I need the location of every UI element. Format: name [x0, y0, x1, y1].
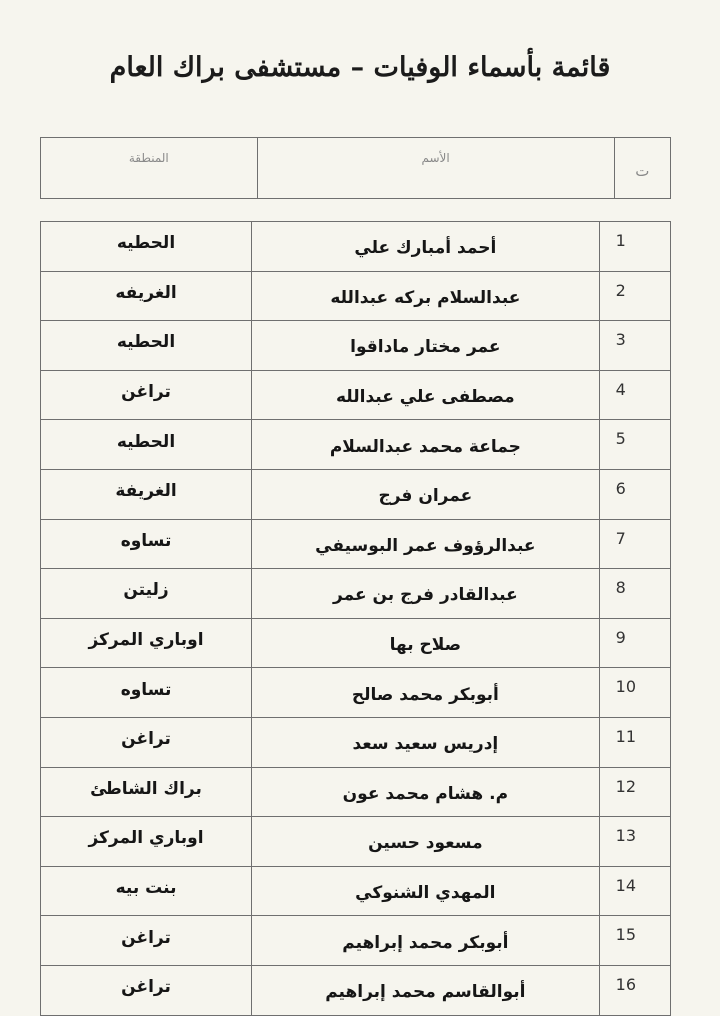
table-row: [41, 370, 671, 420]
table-row: [41, 222, 671, 272]
row-name: أبوبكر محمد صالح: [252, 668, 600, 718]
table-row: [41, 866, 671, 916]
row-name: عبدالسلام بركه عبدالله: [252, 271, 600, 321]
table-row: [41, 965, 671, 1015]
row-number: 11: [599, 717, 670, 767]
row-name: عمر مختار ماداقوا: [252, 321, 600, 371]
row-name: عبدالقادر فرج بن عمر: [252, 569, 600, 619]
row-number: 2: [599, 271, 670, 321]
table-row: [41, 569, 671, 619]
row-region: اوباري المركز: [41, 618, 252, 668]
row-number: 14: [599, 866, 670, 916]
row-number: 3: [599, 321, 670, 371]
row-region: تساوه: [41, 519, 252, 569]
row-name: مسعود حسين: [252, 817, 600, 867]
row-name: م. هشام محمد عون: [252, 767, 600, 817]
row-number: 5: [599, 420, 670, 470]
row-number: 15: [599, 916, 670, 966]
row-region: زليتن: [41, 569, 252, 619]
row-name: إدريس سعيد سعد: [252, 717, 600, 767]
table-row: [41, 321, 671, 371]
row-number: 16: [599, 965, 670, 1015]
row-region: اوباري المركز: [41, 817, 252, 867]
row-number: 8: [599, 569, 670, 619]
header-number: ت: [614, 138, 671, 199]
row-name: المهدي الشنوكي: [252, 866, 600, 916]
table-row: [41, 916, 671, 966]
header-region: المنطقة: [41, 138, 258, 199]
header-name: الأسم: [257, 138, 614, 199]
table-row: [41, 668, 671, 718]
row-region: تراغن: [41, 370, 252, 420]
row-name: أحمد أمبارك علي: [252, 222, 600, 272]
header-table: [40, 137, 671, 199]
row-region: تراغن: [41, 965, 252, 1015]
row-name: عمران فرج: [252, 469, 600, 519]
table-row: [41, 519, 671, 569]
table-row: [41, 420, 671, 470]
row-region: الغريفة: [41, 469, 252, 519]
row-region: براك الشاطئ: [41, 767, 252, 817]
table-row: [41, 767, 671, 817]
row-number: 9: [599, 618, 670, 668]
row-number: 1: [599, 222, 670, 272]
deaths-table: [40, 221, 671, 1016]
row-region: الحطيه: [41, 222, 252, 272]
row-region: الغريفه: [41, 271, 252, 321]
row-number: 13: [599, 817, 670, 867]
row-name: أبوالقاسم محمد إبراهيم: [252, 965, 600, 1015]
table-row: [41, 618, 671, 668]
row-region: الحطيه: [41, 321, 252, 371]
row-name: أبوبكر محمد إبراهيم: [252, 916, 600, 966]
row-number: 6: [599, 469, 670, 519]
row-region: بنت بيه: [41, 866, 252, 916]
row-region: الحطيه: [41, 420, 252, 470]
row-number: 7: [599, 519, 670, 569]
header-row: [41, 138, 671, 199]
row-number: 4: [599, 370, 670, 420]
page-title: قائمة بأسماء الوفيات – مستشفى براك العام: [109, 52, 611, 83]
row-number: 12: [599, 767, 670, 817]
row-region: تساوه: [41, 668, 252, 718]
row-name: مصطفى علي عبدالله: [252, 370, 600, 420]
row-region: تراغن: [41, 717, 252, 767]
table-row: [41, 717, 671, 767]
row-name: صلاح بها: [252, 618, 600, 668]
row-name: عبدالرؤوف عمر البوسيفي: [252, 519, 600, 569]
table-body: [41, 222, 671, 1016]
row-number: 10: [599, 668, 670, 718]
table-row: [41, 817, 671, 867]
row-name: جماعة محمد عبدالسلام: [252, 420, 600, 470]
table-row: [41, 469, 671, 519]
table-row: [41, 271, 671, 321]
row-region: تراغن: [41, 916, 252, 966]
